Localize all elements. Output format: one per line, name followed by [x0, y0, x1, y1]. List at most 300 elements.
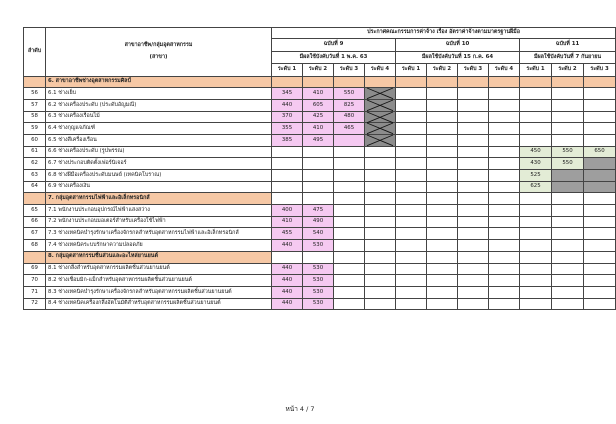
section-blank-cell: [272, 76, 303, 88]
section-blank-cell: [520, 76, 552, 88]
wage-value: 550: [552, 146, 584, 158]
empty-cell: [489, 216, 520, 228]
empty-cell: [427, 275, 458, 287]
section-blank-cell: [584, 193, 616, 205]
table-row: [24, 99, 616, 111]
not-applicable-cell: [365, 123, 396, 135]
wage-value: 370: [272, 111, 303, 123]
empty-cell: [396, 240, 427, 252]
wage-value: 440: [272, 298, 303, 310]
empty-cell: [584, 263, 616, 275]
section-blank-cell: [520, 193, 552, 205]
not-applicable-cell: [365, 134, 396, 146]
row-number: 67: [24, 228, 46, 240]
empty-cell: [552, 181, 584, 193]
wage-value: 530: [303, 275, 334, 287]
empty-cell: [334, 286, 365, 298]
empty-cell: [584, 298, 616, 310]
wage-value: 400: [272, 205, 303, 217]
row-number: 63: [24, 170, 46, 182]
empty-cell: [489, 263, 520, 275]
table-row: [24, 286, 616, 298]
empty-cell: [584, 88, 616, 100]
empty-cell: [584, 123, 616, 135]
section-blank-cell: [552, 193, 584, 205]
empty-cell: [552, 99, 584, 111]
empty-cell: [427, 88, 458, 100]
wage-value: 550: [552, 158, 584, 170]
row-number: 57: [24, 99, 46, 111]
level-header: ระดับ 4: [365, 64, 396, 77]
empty-cell: [520, 123, 552, 135]
empty-cell: [334, 298, 365, 310]
wage-value: 475: [303, 205, 334, 217]
edition-10-effective: มีผลใช้บังคับวันที่ 15 ก.ค. 64: [396, 51, 520, 64]
empty-cell: [334, 146, 365, 158]
empty-cell: [458, 158, 489, 170]
section-blank-cell: [584, 251, 616, 263]
empty-cell: [489, 298, 520, 310]
row-number: 60: [24, 134, 46, 146]
empty-cell: [427, 111, 458, 123]
section-blank-cell: [427, 251, 458, 263]
empty-cell: [552, 205, 584, 217]
wage-value: 530: [303, 263, 334, 275]
row-number: 56: [24, 88, 46, 100]
wage-value: 385: [272, 134, 303, 146]
section-blank-cell: [458, 251, 489, 263]
branch-name: 6.6 ช่างเครื่องประดับ (รูปพรรณ): [46, 146, 272, 158]
empty-cell: [365, 216, 396, 228]
empty-cell: [396, 298, 427, 310]
empty-cell: [489, 134, 520, 146]
section-title: 6. สาขาอาชีพช่างอุตสาหกรรมศิลป์: [46, 76, 272, 88]
empty-cell: [427, 263, 458, 275]
wage-value: 410: [303, 123, 334, 135]
empty-cell: [396, 99, 427, 111]
table-row: [24, 275, 616, 287]
table-row: [24, 146, 616, 158]
section-blank-cell: [427, 193, 458, 205]
table-row: [24, 123, 616, 135]
section-row: [24, 76, 616, 88]
empty-cell: [458, 205, 489, 217]
empty-cell: [552, 228, 584, 240]
section-blank-cell: [303, 251, 334, 263]
empty-cell: [584, 170, 616, 182]
wage-value: 440: [272, 99, 303, 111]
empty-cell: [334, 134, 365, 146]
empty-cell: [584, 216, 616, 228]
row-number: 65: [24, 205, 46, 217]
section-blank-cell: [489, 76, 520, 88]
empty-cell: [365, 181, 396, 193]
empty-cell: [520, 240, 552, 252]
wage-value: 440: [272, 275, 303, 287]
wage-rate-table: [23, 27, 616, 310]
table-row: [24, 158, 616, 170]
empty-cell: [584, 158, 616, 170]
empty-cell: [552, 216, 584, 228]
edition-11-label: ฉบับที่ 11: [520, 39, 616, 52]
empty-cell: [489, 146, 520, 158]
empty-cell: [584, 99, 616, 111]
wage-value: 625: [520, 181, 552, 193]
branch-name: 6.4 ช่างกุญแจภัณฑ์: [46, 123, 272, 135]
empty-cell: [489, 181, 520, 193]
empty-cell: [427, 298, 458, 310]
empty-cell: [396, 134, 427, 146]
empty-cell: [458, 240, 489, 252]
empty-cell: [272, 146, 303, 158]
empty-cell: [520, 228, 552, 240]
empty-cell: [334, 205, 365, 217]
table-row: [24, 88, 616, 100]
empty-cell: [365, 240, 396, 252]
wage-value: 530: [303, 240, 334, 252]
branch-name: 8.2 ช่างเชื่อมมิก-แม็กสำหรับอุตสาหกรรมผลิตชิ้นส่วนยานยนต์: [46, 275, 272, 287]
empty-cell: [272, 158, 303, 170]
wage-value: 345: [272, 88, 303, 100]
level-header: ระดับ 3: [458, 64, 489, 77]
header-branch: [46, 28, 272, 77]
wage-value: 440: [272, 263, 303, 275]
cross-out-icon: [367, 112, 393, 123]
section-blank-cell: [552, 76, 584, 88]
empty-cell: [552, 263, 584, 275]
empty-cell: [458, 216, 489, 228]
empty-cell: [458, 275, 489, 287]
empty-cell: [520, 263, 552, 275]
row-number: 61: [24, 146, 46, 158]
empty-cell: [272, 181, 303, 193]
empty-cell: [520, 275, 552, 287]
empty-cell: [552, 134, 584, 146]
section-blank-cell: [458, 76, 489, 88]
table-row: [24, 134, 616, 146]
row-number: 72: [24, 298, 46, 310]
empty-cell: [365, 298, 396, 310]
branch-name: 7.3 ช่างเทคนิคบำรุงรักษาเครื่องจักรกลสำหรับอุตสาหกรรมไฟฟ้าและอิเล็กทรอนิกส์: [46, 228, 272, 240]
table-row: [24, 205, 616, 217]
empty-cell: [427, 181, 458, 193]
section-blank-cell: [272, 251, 303, 263]
section-blank-cell: [396, 76, 427, 88]
empty-cell: [396, 275, 427, 287]
empty-cell: [365, 205, 396, 217]
row-number: 62: [24, 158, 46, 170]
branch-name: 6.2 ช่างเครื่องประดับ (ประดับอัญมณี): [46, 99, 272, 111]
empty-cell: [489, 240, 520, 252]
edition-11-effective: มีผลใช้บังคับวันที่ 7 กันยายน: [520, 51, 616, 64]
empty-cell: [396, 181, 427, 193]
wage-value: 825: [334, 99, 365, 111]
section-blank-cell: [334, 251, 365, 263]
section-title: 8. กลุ่มอุตสาหกรรมชิ้นส่วนและอะไหล่ยานยนต์: [46, 251, 272, 263]
section-blank-cell: [396, 193, 427, 205]
cross-out-icon: [367, 135, 393, 146]
wage-value: 490: [303, 216, 334, 228]
wage-value: 440: [272, 240, 303, 252]
branch-name: 8.4 ช่างเทคนิคเครื่องกลึงอัตโนมัติสำหรับอุตสาหกรรมผลิตชิ้นส่วนยานยนต์: [46, 298, 272, 310]
section-blank-cell: [458, 193, 489, 205]
edition-10-label: ฉบับที่ 10: [396, 39, 520, 52]
empty-cell: [334, 263, 365, 275]
level-header: ระดับ 4: [489, 64, 520, 77]
empty-cell: [520, 298, 552, 310]
wage-value: 410: [272, 216, 303, 228]
empty-cell: [427, 286, 458, 298]
empty-cell: [396, 205, 427, 217]
empty-cell: [396, 111, 427, 123]
empty-cell: [552, 275, 584, 287]
header-branch-title: สาขาอาชีพ/กลุ่มอุตสาหกรรม: [124, 42, 193, 49]
branch-name: 6.8 ช่างฝีมือเครื่องประดับมนษย์ (เทคนิคโบราณ): [46, 170, 272, 182]
empty-cell: [584, 228, 616, 240]
empty-cell: [365, 158, 396, 170]
empty-cell: [489, 275, 520, 287]
header-no: ลำดับ: [24, 28, 46, 77]
wage-value: 455: [272, 228, 303, 240]
wage-value: 525: [520, 170, 552, 182]
branch-name: 7.1 พนักงานประกอบอุปกรณ์ไฟฟ้าแสงสว่าง: [46, 205, 272, 217]
empty-cell: [552, 286, 584, 298]
empty-cell: [552, 111, 584, 123]
empty-cell: [427, 146, 458, 158]
empty-cell: [489, 286, 520, 298]
empty-cell: [365, 275, 396, 287]
wage-value: 440: [272, 286, 303, 298]
level-header: ระดับ 1: [520, 64, 552, 77]
section-blank-cell: [303, 76, 334, 88]
section-blank-cell: [396, 251, 427, 263]
level-header: ระดับ 1: [272, 64, 303, 77]
empty-cell: [427, 205, 458, 217]
empty-cell: [458, 263, 489, 275]
section-blank-cell: [489, 251, 520, 263]
wage-value: 650: [584, 146, 616, 158]
empty-cell: [520, 99, 552, 111]
empty-cell: [584, 286, 616, 298]
section-blank-cell: [489, 193, 520, 205]
empty-cell: [365, 170, 396, 182]
empty-cell: [303, 170, 334, 182]
level-header: ระดับ 1: [396, 64, 427, 77]
branch-name: 7.2 พนักงานประกอบมอเตอร์สำหรับเครื่องใช้ไฟฟ้า: [46, 216, 272, 228]
level-header: ระดับ 3: [584, 64, 616, 77]
empty-cell: [396, 263, 427, 275]
row-number: 68: [24, 240, 46, 252]
empty-cell: [334, 170, 365, 182]
empty-cell: [272, 170, 303, 182]
row-number: 58: [24, 111, 46, 123]
empty-cell: [334, 228, 365, 240]
wage-value: 530: [303, 286, 334, 298]
empty-cell: [458, 228, 489, 240]
empty-cell: [427, 123, 458, 135]
not-applicable-cell: [365, 88, 396, 100]
empty-cell: [489, 111, 520, 123]
empty-cell: [458, 298, 489, 310]
empty-cell: [552, 298, 584, 310]
row-number: 71: [24, 286, 46, 298]
empty-cell: [584, 240, 616, 252]
empty-cell: [396, 170, 427, 182]
empty-cell: [489, 99, 520, 111]
wage-value: 410: [303, 88, 334, 100]
branch-name: 6.9 ช่างเครื่องเงิน: [46, 181, 272, 193]
section-blank-cell: [552, 251, 584, 263]
header-announcement: ประกาศคณะกรรมการค่าจ้าง เรื่อง อัตราค่าจ้างตามมาตรฐานฝีมือ: [272, 28, 616, 39]
empty-cell: [584, 111, 616, 123]
branch-name: 6.5 ช่างสีเครื่องเรือน: [46, 134, 272, 146]
wage-value: 355: [272, 123, 303, 135]
empty-cell: [458, 88, 489, 100]
section-blank-cell: [303, 193, 334, 205]
empty-cell: [334, 158, 365, 170]
table-body: [24, 76, 616, 310]
wage-value: 530: [303, 298, 334, 310]
branch-name: 8.1 ช่างกลึงสำหรับอุตสาหกรรมผลิตชิ้นส่วนยานยนต์: [46, 263, 272, 275]
table-row: [24, 170, 616, 182]
table-row: [24, 263, 616, 275]
empty-cell: [334, 181, 365, 193]
empty-cell: [489, 228, 520, 240]
empty-cell: [489, 205, 520, 217]
section-row: [24, 251, 616, 263]
empty-cell: [489, 88, 520, 100]
header-branch-sub: (สาขา): [149, 53, 168, 60]
empty-cell: [334, 216, 365, 228]
empty-cell: [427, 228, 458, 240]
empty-cell: [584, 134, 616, 146]
empty-cell: [396, 228, 427, 240]
edition-9-label: ฉบับที่ 9: [272, 39, 396, 52]
section-blank-cell: [365, 193, 396, 205]
empty-cell: [584, 181, 616, 193]
empty-cell: [334, 275, 365, 287]
empty-cell: [427, 216, 458, 228]
empty-cell: [458, 146, 489, 158]
not-applicable-cell: [365, 99, 396, 111]
section-blank-cell: [334, 193, 365, 205]
wage-value: 495: [303, 134, 334, 146]
empty-cell: [552, 123, 584, 135]
wage-value: 480: [334, 111, 365, 123]
wage-value: 465: [334, 123, 365, 135]
empty-cell: [365, 146, 396, 158]
wage-value: 430: [520, 158, 552, 170]
empty-cell: [396, 216, 427, 228]
branch-name: 8.3 ช่างเทคนิคบำรุงรักษาเครื่องจักรกลสำหรับอุตสาหกรรมผลิตชิ้นส่วนยานยนต์: [46, 286, 272, 298]
section-row: [24, 193, 616, 205]
empty-cell: [303, 181, 334, 193]
empty-cell: [458, 286, 489, 298]
level-header: ระดับ 3: [334, 64, 365, 77]
empty-cell: [520, 216, 552, 228]
empty-cell: [396, 146, 427, 158]
empty-cell: [520, 205, 552, 217]
empty-cell: [458, 123, 489, 135]
edition-9-effective: มีผลใช้บังคับวันที่ 1 พ.ค. 63: [272, 51, 396, 64]
empty-cell: [458, 111, 489, 123]
section-blank-cell: [520, 251, 552, 263]
empty-cell: [334, 240, 365, 252]
empty-cell: [303, 146, 334, 158]
not-applicable-cell: [365, 111, 396, 123]
wage-value: 425: [303, 111, 334, 123]
branch-name: 6.7 ช่างประกอบติดตั้งเฟอร์นิเจอร์: [46, 158, 272, 170]
section-blank-cell: [365, 251, 396, 263]
empty-cell: [458, 134, 489, 146]
section-title: 7. กลุ่มอุตสาหกรรมไฟฟ้าและอิเล็กทรอนิกส์: [46, 193, 272, 205]
table-header: [24, 28, 616, 77]
table-row: [24, 228, 616, 240]
empty-cell: [552, 240, 584, 252]
empty-cell: [584, 275, 616, 287]
empty-cell: [427, 134, 458, 146]
branch-name: 6.1 ช่างเย็บ: [46, 88, 272, 100]
empty-cell: [489, 170, 520, 182]
wage-value: 550: [334, 88, 365, 100]
table-row: [24, 240, 616, 252]
section-blank-cell: [334, 76, 365, 88]
empty-cell: [427, 170, 458, 182]
level-header: ระดับ 2: [552, 64, 584, 77]
empty-cell: [365, 228, 396, 240]
empty-cell: [396, 123, 427, 135]
table-row: [24, 111, 616, 123]
empty-cell: [365, 263, 396, 275]
wage-value: 450: [520, 146, 552, 158]
empty-cell: [458, 181, 489, 193]
section-no-cell: [24, 193, 46, 205]
cross-out-icon: [367, 100, 393, 111]
empty-cell: [427, 99, 458, 111]
empty-cell: [303, 158, 334, 170]
section-no-cell: [24, 251, 46, 263]
empty-cell: [427, 158, 458, 170]
empty-cell: [584, 205, 616, 217]
empty-cell: [552, 170, 584, 182]
table-row: [24, 298, 616, 310]
empty-cell: [489, 158, 520, 170]
section-blank-cell: [365, 76, 396, 88]
empty-cell: [520, 111, 552, 123]
row-number: 59: [24, 123, 46, 135]
section-blank-cell: [272, 193, 303, 205]
row-number: 66: [24, 216, 46, 228]
table-row: [24, 216, 616, 228]
level-header: ระดับ 2: [303, 64, 334, 77]
empty-cell: [520, 88, 552, 100]
row-number: 69: [24, 263, 46, 275]
level-header: ระดับ 2: [427, 64, 458, 77]
table-row: [24, 181, 616, 193]
empty-cell: [427, 240, 458, 252]
empty-cell: [520, 134, 552, 146]
empty-cell: [396, 88, 427, 100]
empty-cell: [458, 170, 489, 182]
empty-cell: [365, 286, 396, 298]
section-no-cell: [24, 76, 46, 88]
branch-name: 7.4 ช่างเทคนิคระบบรักษาความปลอดภัย: [46, 240, 272, 252]
page-number: หน้า 4 / 7: [285, 405, 315, 413]
empty-cell: [396, 286, 427, 298]
wage-value: 605: [303, 99, 334, 111]
empty-cell: [552, 88, 584, 100]
row-number: 64: [24, 181, 46, 193]
